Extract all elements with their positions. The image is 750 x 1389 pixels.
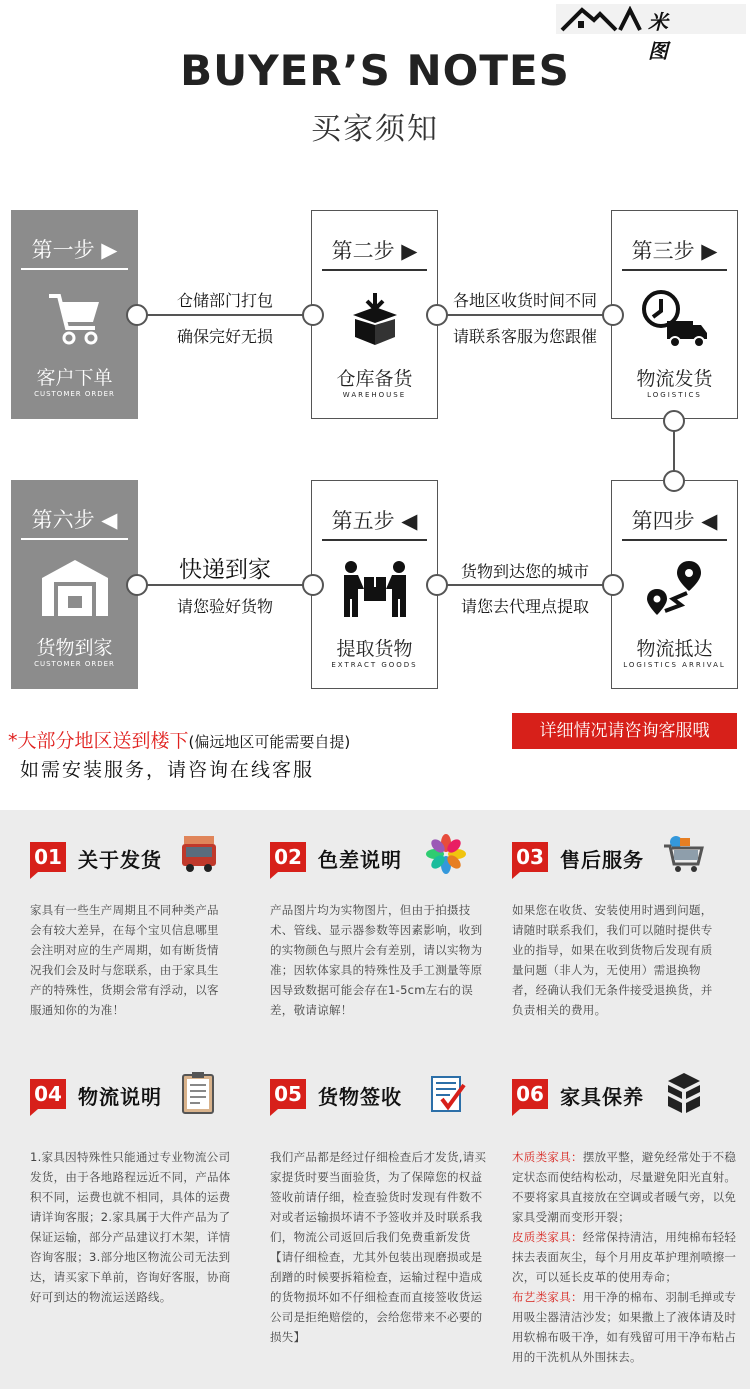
card-number: 04: [30, 1079, 66, 1109]
house-logo-icon: [560, 6, 642, 32]
delivery-note-main: *大部分地区送到楼下: [8, 730, 189, 752]
delivery-note-small: (偏远地区可能需要自提): [188, 733, 351, 751]
step-2-name: 仓库备货: [336, 368, 413, 390]
card-body: 产品图片均为实物图片，但由于拍摄技术、管线、显示器参数等因素影响，收到的实物颜色与照片会有差别，请以实物为准；因软体家具的特殊性及手工测量等原因导致数据可能会存在1-5cm左右的误差，敬请谅解！: [270, 903, 483, 1017]
card-body: 我们产品都是经过仔细检查后才发货,请买家提货时要当面验货，为了保障您的权益签收前请仔细，检查验货时发现有件数不对或者运输损坏请不予签收并及时联系我们，物流公司返回后我们免费重新发货【请仔细检查，尤其外包装出现磨损或是刮蹭的时候要拆箱检查，运输过程中造成的货物损坏如不仔细检查而直接签收货运公司是拒绝赔偿的，会给您带来不必要的损失】: [270, 1150, 487, 1344]
step-divider: [622, 539, 727, 541]
step-6-label: 第六步 ◀: [31, 508, 118, 532]
step-2-en: WAREHOUSE: [342, 391, 407, 399]
card-signing: [270, 1079, 490, 1347]
truck-icon: [180, 834, 218, 878]
card-maintenance: [512, 1079, 738, 1367]
step-2-label: 第二步 ▶: [331, 239, 418, 263]
card-after-sales: [512, 842, 722, 1020]
step-3-label: 第三步 ▶: [631, 239, 718, 263]
card-body: 1.家具因特殊性只能通过专业物流公司发货，由于各地路程远近不同，产品体积不同，运费也就不相同，具体的运费请详询客服；2.家具属于大件产品为了保证运输，部分产品建议打木架，详情咨询客服；3.部分地区物流公司无法到达，请买家下单前，咨询好客服，协商好可到达的物流运送路线。: [30, 1150, 231, 1304]
step-2-card: [311, 210, 438, 419]
connector-1-2-top: 仓储部门打包: [176, 291, 273, 310]
step-3-name: 物流发货: [636, 368, 713, 390]
leather-label: 皮质类家具：: [512, 1230, 583, 1244]
checklist-icon: [428, 1071, 468, 1119]
card-body: [512, 1147, 738, 1367]
card-number: 01: [30, 842, 66, 872]
connector-6-5-bottom: 请您验好货物: [176, 597, 273, 616]
consult-button[interactable]: 详细情况请咨询客服哦: [512, 713, 737, 749]
step-divider: [21, 268, 128, 270]
wood-label: 木质类家具：: [512, 1150, 583, 1164]
step-4-en: LOGISTICS ARRIVAL: [623, 661, 726, 669]
step-4-label: 第四步 ◀: [631, 509, 718, 533]
connector-1-2-bottom: 确保完好无损: [176, 327, 273, 346]
connector-5-4-bottom: 请您去代理点提取: [460, 597, 589, 616]
card-color-diff: [270, 842, 485, 1020]
card-body: 家具有一些生产周期且不同种类产品会有较大差异，在每个宝贝信息哪里会注明对应的生产周期，如有断货情况我们会及时与您联系，由于家具生产的特殊性，货期会常有浮动，以客服通知你的为准！: [30, 903, 219, 1017]
install-note: 如需安装服务，请咨询在线客服: [20, 759, 315, 781]
card-number: 05: [270, 1079, 306, 1109]
leather-text: 经常保持清洁，用纯棉布轻轻抹去表面灰尘，每个月用皮革护理剂喷擦一次，可以延长皮革的使用寿命；: [512, 1230, 737, 1284]
step-3-card: [611, 210, 738, 419]
card-title: 货物签收: [318, 1085, 402, 1109]
step-3-en: LOGISTICS: [647, 391, 702, 399]
delivery-note: [8, 726, 350, 753]
flow-node: [126, 304, 148, 326]
page-subtitle: 买家须知: [311, 112, 439, 147]
card-title: 关于发货: [78, 848, 162, 872]
card-number: 06: [512, 1079, 548, 1109]
color-wheel-icon: [426, 834, 466, 878]
shopping-cart-icon: [11, 288, 138, 352]
box-icon: [312, 289, 437, 353]
card-title: 售后服务: [560, 848, 644, 872]
service-cart-icon: [662, 834, 704, 878]
people-carry-icon: [312, 559, 437, 623]
step-1-label: 第一步 ▶: [31, 238, 118, 262]
flow-node: [663, 470, 685, 492]
flow-node: [663, 410, 685, 432]
step-divider: [622, 269, 727, 271]
flow-node: [126, 574, 148, 596]
card-number: 02: [270, 842, 306, 872]
step-1-name: 客户下单: [36, 367, 113, 389]
step-1-card: [11, 210, 138, 419]
card-shipping: [30, 842, 230, 1020]
page-title: BUYER’S NOTES: [180, 46, 570, 95]
flow-node: [302, 574, 324, 596]
brand-logo: [556, 4, 746, 63]
boxes-icon: [662, 1071, 706, 1119]
step-5-label: 第五步 ◀: [331, 509, 418, 533]
step-divider: [322, 269, 427, 271]
flow-node: [302, 304, 324, 326]
step-5-en: EXTRACT GOODS: [331, 661, 418, 669]
garage-icon: [11, 558, 138, 622]
logo-text: 米 图: [648, 10, 688, 63]
card-title: 物流说明: [78, 1085, 162, 1109]
step-5-card: [311, 480, 438, 689]
step-divider: [21, 538, 128, 540]
connector-2-3-top: 各地区收货时间不同: [452, 291, 597, 310]
connector-5-4-top: 货物到达您的城市: [460, 562, 589, 581]
card-body: 如果您在收货、安装使用时遇到问题，请随时联系我们，我们可以随时提供专业的指导，如果在收到货物后发现有质量问题（非人为，无使用）需退换物者，经确认我们无条件接受退换货，并负责相关的费用。: [512, 903, 713, 1017]
step-6-en: CUSTOMER ORDER: [34, 660, 115, 668]
map-pin-icon: [612, 559, 737, 623]
step-4-name: 物流抵达: [636, 638, 713, 660]
card-logistics: [30, 1079, 240, 1307]
card-number: 03: [512, 842, 548, 872]
step-6-card: [11, 480, 138, 689]
step-divider: [322, 539, 427, 541]
delivery-truck-icon: [612, 289, 737, 353]
step-6-name: 货物到家: [36, 637, 113, 659]
fabric-text: 用干净的棉布、羽制毛掸或专用吸尘器清洁沙发；如果撒上了液体请及时用软棉布吸干净，如有残留可用干净布粘占用的干洗机从外围抹去。: [512, 1290, 737, 1364]
connector-2-3-bottom: 请联系客服为您跟催: [452, 327, 597, 346]
wood-text: 摆放平整，避免经常处于不稳定状态而使结构松动，尽量避免阳光直射。不要将家具直接放在空调或者暖气旁，以免家具受潮而变形开裂；: [512, 1150, 737, 1224]
clipboard-icon: [180, 1071, 216, 1119]
connector-6-5-top: 快递到家: [179, 557, 271, 583]
card-title: 家具保养: [560, 1085, 644, 1109]
step-1-en: CUSTOMER ORDER: [34, 390, 115, 398]
step-4-card: [611, 480, 738, 689]
fabric-label: 布艺类家具：: [512, 1290, 583, 1304]
card-title: 色差说明: [318, 848, 402, 872]
step-5-name: 提取货物: [336, 638, 413, 660]
